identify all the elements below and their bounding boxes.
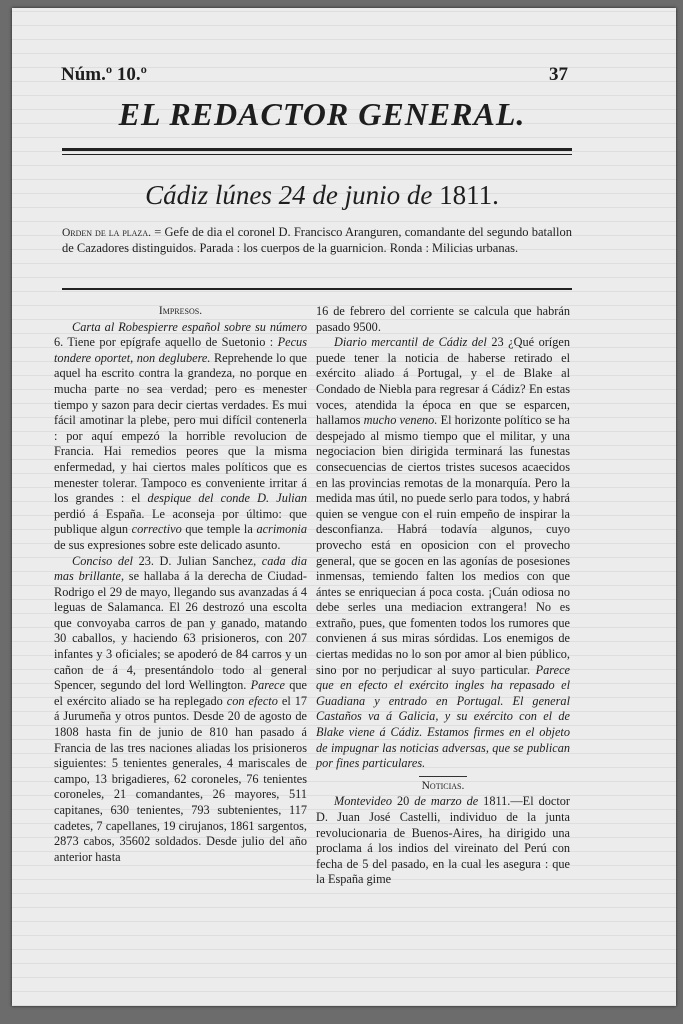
diario-veneno: mucho veneno. <box>363 413 438 428</box>
article-montevideo <box>316 794 570 888</box>
noticias-heading: Noticias. <box>421 779 465 792</box>
montevideo-text-1: 20 <box>392 794 415 809</box>
orden-label: Orden de la plaza. <box>62 227 151 239</box>
masthead-title: EL REDACTOR GENERAL. <box>118 96 526 132</box>
robespierre-text-5: de sus expresiones sobre este delicado asunto. <box>54 537 281 552</box>
masthead-rule-thin <box>62 154 572 155</box>
article-conciso <box>54 554 307 866</box>
robespierre-lead: Carta al Robespierre español sobre su número <box>72 319 307 334</box>
robespierre-acrimonia: acrimonia <box>256 522 307 537</box>
robespierre-correctivo: correctivo <box>131 522 182 537</box>
robespierre-despique: despique del conde D. Julian <box>147 491 307 506</box>
robespierre-quote: Pecus tondere oportet, non deglubere. <box>54 335 307 365</box>
right-column <box>316 304 570 888</box>
robespierre-text-4: que temple la <box>181 522 257 537</box>
robespierre-text-1: 6. Tiene por epígrafe aquello de Suetonio : <box>54 335 278 350</box>
conciso-parece: Parece <box>250 678 285 693</box>
issue-number: Núm.º 10.º <box>61 64 147 85</box>
left-column <box>54 304 307 865</box>
diario-text-1: 23 ¿Qué orígen puede tener la noticia de haberse retirado el exército aliado á Portugal, y el de Blake al Condado de Niebla para regresar á Cádiz? En estas voces, atendida la época en que se esparcen, hallamos <box>316 335 570 428</box>
conciso-lead: Conciso del <box>72 553 133 568</box>
robespierre-text-2: Reprehende lo que aquel ha escrito contra la grandeza, no porque en mucha parte no sea verdad; pero es menester tiempo y sazon para decir ciertas verdades. Es mui fácil amotinar la plebe, pero mui difícil contenerla : por aquí empezó la horrible revolucion de Francia. Hai remedios peores que la misma enfermedad, y hai ciertos males políticos que es menester tolerar. Tampoco es conveniente irritar á los grandes : el <box>54 350 307 506</box>
article-diario-mercantil <box>316 335 570 772</box>
conciso-continuation: 16 de febrero del corriente se calcula que habrán pasado 9500. <box>316 304 570 334</box>
conciso-text-3: que el exército aliado se ha replegado <box>54 678 307 708</box>
separator-rule <box>419 776 467 777</box>
dateline-year: 1811. <box>439 180 499 210</box>
dateline-text: Cádiz lúnes 24 de junio de <box>145 180 433 210</box>
masthead-rule-thick <box>62 148 572 151</box>
article-robespierre <box>54 320 307 554</box>
impresos-heading: Impresos. <box>158 305 203 317</box>
diario-italic-end: Parece que en efecto el exército ingles ha repasado el Guadiana y entrado en Portugal. El general Castaños va á Galicia, y su exército con el de Blake viene á Cádiz. Estamos firmes en el objeto de impugnar las noticias adversas, que se publican por fines particulares. <box>316 662 570 771</box>
diario-lead: Diario mercantil de Cádiz del <box>334 335 487 350</box>
orden-text: = Gefe de dia el coronel D. Francisco Aranguren, comandante del segundo batallon de Cazadores distinguidos. Parada : los cuerpos de la guarnicion. Ronda : Milicias urbanas. <box>62 225 572 255</box>
newspaper-page <box>12 8 676 1006</box>
section-rule <box>62 288 572 290</box>
page-number: 37 <box>549 64 568 85</box>
orden-de-la-plaza <box>62 225 572 256</box>
diario-text-2: El horizonte político se ha despejado al mismo tiempo que el militar, y una negociacion bien dirigida terminará las funestas consecuencias de ciertos tristes sucesos acaecidos en las provincias remotas de la monarquía. Pero la medida mas útil, no puede serlo para todos, y habrá quien se vengue con el ruin empeño de inspirar la desconfianza. Habrá todavía algunos, cuyo provecho está en oposicion con el provecho general, que se gocen en las agonías de posesiones inmensas, temiendo falten los medios con que ántes se enriquecian á poca costa. ¡Cuán odiosa no debe serles una mediacion extrangera! No es extraño, pues, que fomenten todos los rumores que convienen á sus miras sórdidas. Los enemigos de ciertas medidas no lo son por amor al bien público, sino por no perjudicar al suyo particular. <box>316 413 570 677</box>
conciso-text-2: , se hallaba á la derecha de Ciudad-Rodrigo el 29 de mayo, llegando sus avanzadas á 4 leguas de Salamanca. El 26 destrozó una escolta que convoyaba carros de pan y ganado, matando 30 caballos, y haciendo 63 prisioneros, con 207 infantes y 3 oficiales; se apoderó de 84 carros y un cañon de á 4, presentándolo todo al general Spencer, segundo del lord Wellington. <box>54 569 307 693</box>
conciso-text-1: 23. D. Julian Sanchez, <box>132 553 262 568</box>
conciso-text-4: el 17 á Jurumeña y otros puntos. Desde 20 de agosto de 1808 hasta fin de junio de 810 han pasado á Francia de las tres naciones aliadas los prisioneros siguientes: 5 tenientes generales, 4 mariscales de campo, 13 brigadieres, 62 coroneles, 76 tenientes coroneles, 21 comandantes, 26 mayores, 511 capitanes, 630 tenientes, 793 subtenientes, 117 cadetes, 7 capellanes, 19 cirujanos, 1861 sargentos, 2873 cabos, 35602 soldados. Desde julio del año anterior hasta <box>54 693 308 864</box>
robespierre-text-3: perdió á España. Le aconseja por último: que publique algun <box>54 506 307 537</box>
conciso-con-efecto: con efecto <box>226 693 278 708</box>
montevideo-marzo: de marzo de <box>414 794 479 809</box>
montevideo-lead: Montevideo <box>334 794 393 809</box>
dateline <box>12 180 632 211</box>
montevideo-text-2: 1811.—El doctor D. Juan José Castelli, individuo de la junta revolucionaria de Buenos-Aires, ha dirigido una proclama á los indios del vireinato del Perú con fecha de 5 del pasado, en la cual les asegura : que la España gime <box>316 794 570 887</box>
conciso-cada-dia: cada dia mas brillante <box>54 553 307 584</box>
